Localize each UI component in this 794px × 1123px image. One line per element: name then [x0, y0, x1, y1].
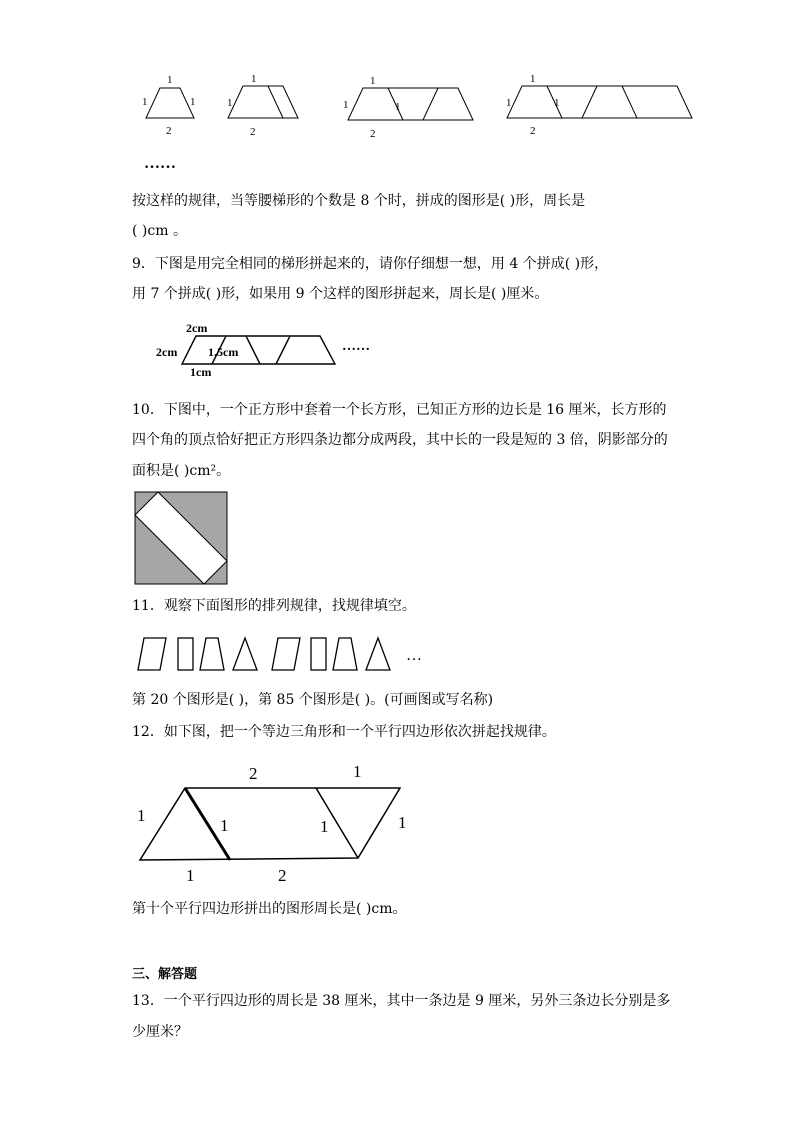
fig8-label: 1 — [343, 99, 349, 111]
q12-label-top-right: 1 — [353, 762, 362, 781]
trapezoid-pattern-figure — [130, 68, 710, 188]
q9-trapezoid-figure — [150, 318, 390, 382]
q12-label-bottom-left: 1 — [186, 866, 195, 885]
rectangle-shape — [178, 638, 193, 670]
q12-label-left: 1 — [137, 806, 146, 825]
fig8-label: 2 — [166, 125, 172, 137]
fig8-label: 1 — [395, 101, 401, 113]
fig8-label: 1 — [227, 97, 233, 109]
q9-line2: 用 7 个拼成( )形，如果用 9 个这样的图形拼起来，周长是( )厘米。 — [132, 286, 549, 302]
q13-line2: 少厘米？ — [132, 1024, 188, 1040]
fig8-label: 1 — [142, 96, 148, 108]
fig8-label: 1 — [167, 74, 173, 86]
rectangle-shape — [311, 638, 326, 670]
q12-triangle-parallelogram-figure — [130, 758, 420, 888]
triangle-shape — [233, 638, 257, 670]
q13-line1: 13．一个平行四边形的周长是 38 厘米，其中一条边是 9 厘米，另外三条边长分别是多 — [132, 993, 671, 1009]
q10-line3: 面积是( )cm²。 — [132, 463, 231, 479]
trapezoid-shape — [200, 638, 224, 670]
q12-line1: 12．如下图，把一个等边三角形和一个平行四边形依次拼起找规律。 — [132, 724, 556, 740]
q12-line2: 第十个平行四边形拼出的图形周长是( )cm。 — [132, 901, 407, 917]
q10-line2: 四个角的顶点恰好把正方形四条边都分成两段，其中长的一段是短的 3 倍，阴影部分的 — [132, 432, 668, 448]
q8-line1: 按这样的规律，当等腰梯形的个数是 8 个时，拼成的图形是( )形，周长是 — [132, 193, 586, 209]
q11-line2: 第 20 个图形是( )，第 85 个图形是( )。(可画图或写名称) — [132, 692, 494, 708]
q11-line1: 11．观察下面图形的排列规律，找规律填空。 — [132, 598, 416, 614]
q12-label-bottom-right: 2 — [278, 866, 287, 885]
q9-line1: 9．下图是用完全相同的梯形拼起来的，请你仔细想一想，用 4 个拼成( )形， — [132, 256, 609, 272]
q8-line2: ( )cm 。 — [132, 223, 187, 239]
fig8-label: 2 — [250, 126, 256, 138]
q9-label-mid: 1.5cm — [208, 345, 239, 359]
q10-line1: 10．下图中，一个正方形中套着一个长方形，已知正方形的边长是 16 厘米，长方形的 — [132, 402, 667, 418]
fig8-label: 1 — [190, 96, 196, 108]
q9-label-bottom: 1cm — [190, 365, 212, 379]
q12-label-mid-b: 1 — [320, 817, 329, 836]
q9-ellipsis: …… — [342, 339, 370, 354]
q9-label-top: 2cm — [186, 321, 208, 335]
q12-label-right: 1 — [398, 813, 407, 832]
fig8-label: 2 — [530, 125, 536, 137]
fig8-label: 1 — [554, 97, 560, 109]
fig8-label: 1 — [506, 97, 512, 109]
parallelogram-shape — [138, 638, 166, 670]
q11-ellipsis: … — [406, 647, 422, 664]
fig8-ellipsis: …… — [144, 155, 176, 172]
q12-label-top-left: 2 — [249, 764, 258, 783]
fig8-label: 1 — [251, 73, 257, 85]
trapezoid-shape — [333, 638, 357, 670]
q11-shape-sequence — [134, 630, 434, 676]
fig8-label: 2 — [370, 128, 376, 140]
fig8-label: 1 — [530, 73, 536, 85]
fig8-label: 1 — [370, 75, 376, 87]
section-heading: 三、解答题 — [132, 967, 198, 982]
q12-label-mid-a: 1 — [220, 816, 229, 835]
q9-label-left: 2cm — [156, 345, 178, 359]
triangle-shape — [366, 638, 390, 670]
parallelogram-shape — [272, 638, 300, 670]
q10-square-figure — [134, 491, 230, 587]
